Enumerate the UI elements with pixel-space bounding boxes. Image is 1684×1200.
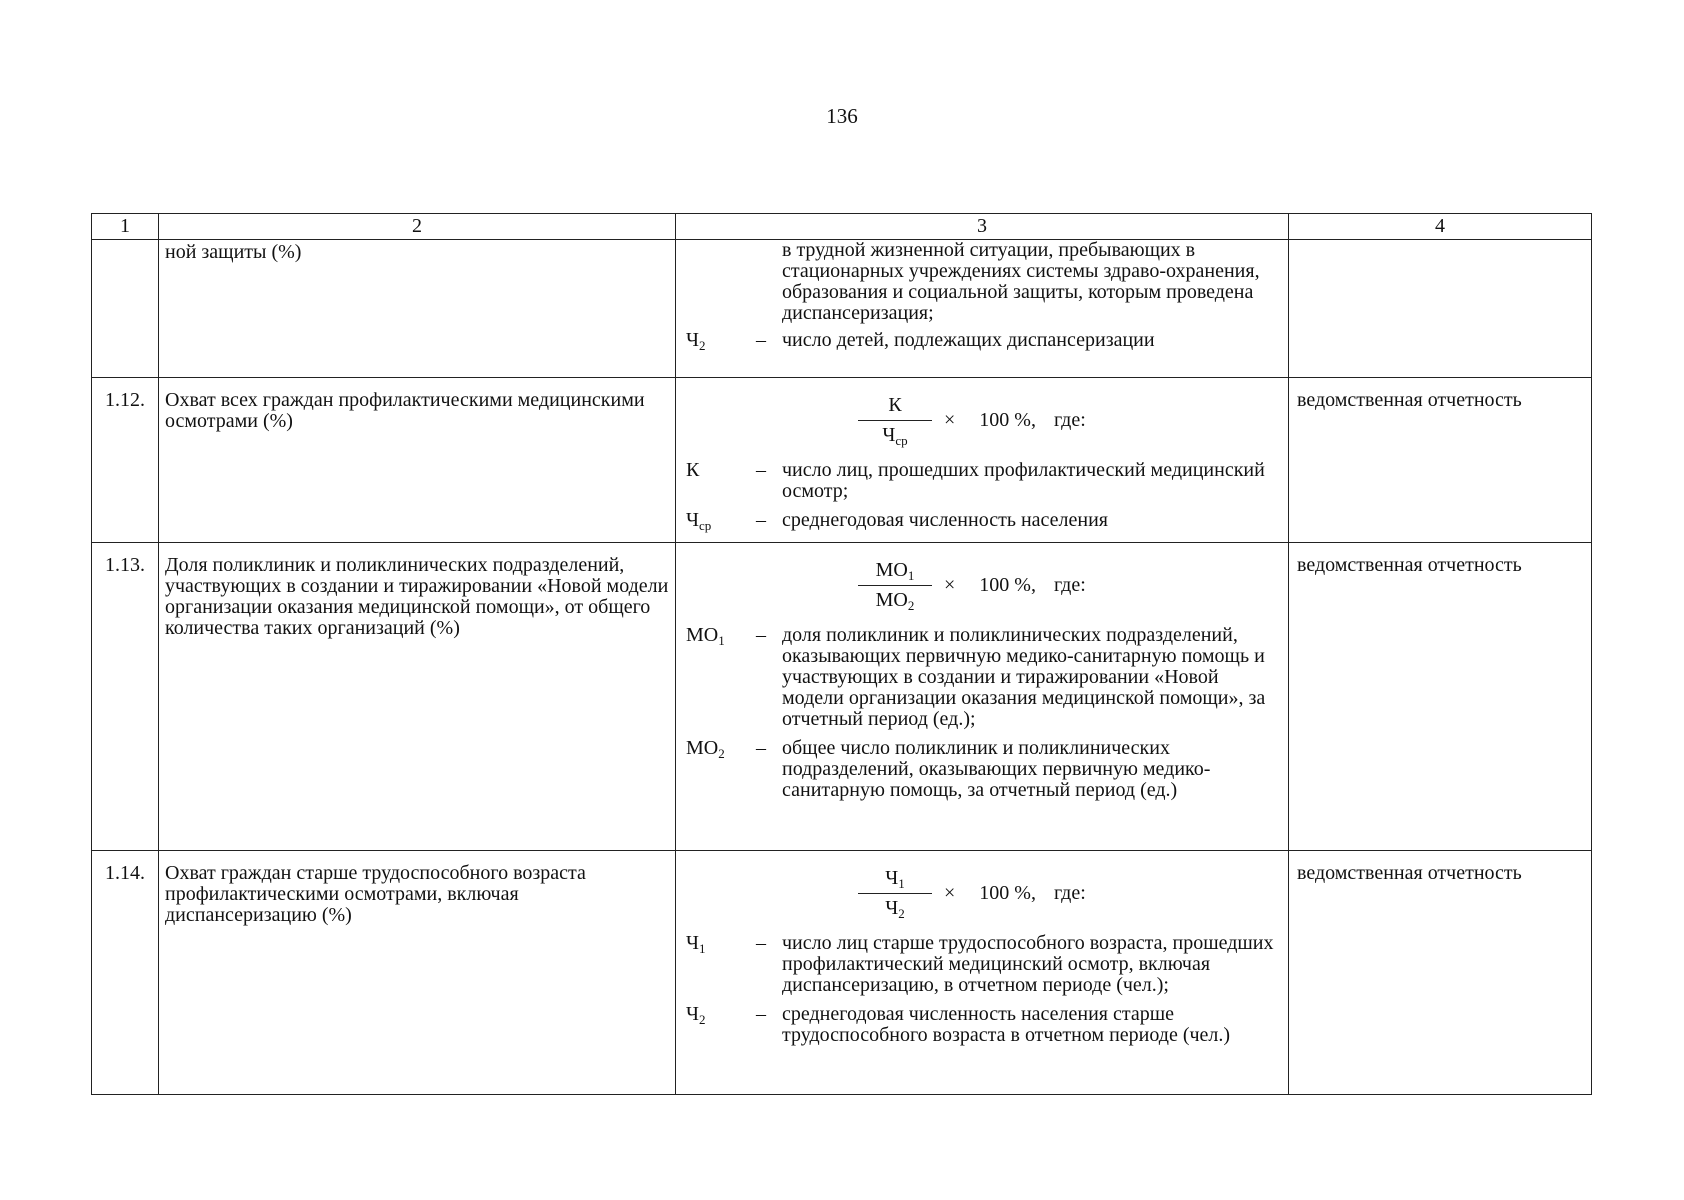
variable-definition [686,330,1280,351]
variable-definition [686,460,1280,502]
row-number: 1.13. [92,543,159,851]
header-col-4: 4 [1289,214,1592,240]
variable-definition [686,510,1280,531]
data-source: ведомственная отчетность [1289,851,1592,1095]
where-label: где: [1053,573,1086,596]
indicators-table [91,213,1592,1095]
data-source: ведомственная отчетность [1289,543,1592,851]
page-number: 136 [826,104,858,128]
variable-symbol: $Ч_2$ [686,329,706,353]
variable-definition [686,1004,1280,1046]
variable-definition [686,738,1280,801]
variable-description: среднегодовая численность населения старше трудоспособного возраста в отчетном периоде (чел.) [782,1003,1231,1046]
multiply-sign: × [944,573,956,596]
multiply-sign: × [944,881,956,904]
fraction-numerator: К [858,395,932,421]
fraction [858,868,932,919]
dash-separator: – [756,1003,766,1025]
variable-description: число лиц старше трудоспособного возраста, прошедших профилактический медицинский осмотр, включая диспансеризацию, в отчетном периоде (чел.); [782,932,1274,996]
variable-definition [686,933,1280,996]
data-source: ведомственная отчетность [1289,378,1592,543]
methodology-cell [676,543,1289,851]
methodology-cell [676,240,1289,378]
formula [686,861,1280,925]
fraction-denominator: $Ч_{ср}$ [882,423,908,448]
variable-description: среднегодовая численность населения [782,509,1108,531]
header-col-2: 2 [159,214,676,240]
fraction [858,560,932,611]
fraction-denominator: $МО_2$ [875,588,915,613]
row-number: 1.12. [92,378,159,543]
variable-symbol: $Ч_1$ [686,932,706,956]
methodology-cell [676,378,1289,543]
dash-separator: – [756,624,766,646]
variable-symbol: $МО_1$ [686,624,725,648]
indicator-name: Доля поликлиник и поликлинических подразделений, участвующих в создании и тиражировании «Новой модели организации оказания медицинской помощи», от общего количества таких организаций (%) [159,543,676,851]
row-number: 1.14. [92,851,159,1095]
percent-factor: 100 %, [979,573,1036,596]
indicator-name: Охват всех граждан профилактическими медицинскими осмотрами (%) [159,378,676,543]
fraction [858,395,932,446]
fraction-numerator: $Ч_1$ [858,868,932,894]
variable-symbol: $Ч_2$ [686,1003,706,1027]
variable-symbol: $Ч_{ср}$ [686,509,712,533]
methodology-cell [676,851,1289,1095]
fraction-numerator: $МО_1$ [858,560,932,586]
percent-factor: 100 %, [979,881,1036,904]
table-row [92,240,1592,378]
methodology-text: в трудной жизненной ситуации, пребывающих в стационарных учреждениях системы здраво-охранения, образования и социальной защиты, которым проведена диспансеризация; [782,239,1260,324]
dash-separator: – [756,737,766,759]
dash-separator: – [756,329,766,351]
variable-definition [686,625,1280,730]
indicator-name: Охват граждан старше трудоспособного возраста профилактическими осмотрами, включая диспансеризацию (%) [159,851,676,1095]
variable-description: число лиц, прошедших профилактический медицинский осмотр; [782,459,1265,502]
where-label: где: [1053,881,1086,904]
variable-description: доля поликлиник и поликлинических подразделений, оказывающих первичную медико-санитарную помощь и участвующих в создании и тиражировании «Новой модели организации оказания медицинской помощи», за отчетный период (ед.); [782,624,1266,730]
table-row [92,851,1592,1095]
variable-description: число детей, подлежащих диспансеризации [782,329,1155,351]
table-header-row [92,214,1592,240]
data-source [1289,240,1592,378]
fraction-denominator: $Ч_2$ [885,896,905,921]
header-col-1: 1 [92,214,159,240]
dash-separator: – [756,932,766,954]
dash-separator: – [756,459,766,481]
variable-symbol: К [686,459,700,481]
row-number [92,240,159,378]
formula [686,388,1280,452]
indicator-name: ной защиты (%) [159,240,676,378]
header-col-3: 3 [676,214,1289,240]
multiply-sign: × [944,408,956,431]
variable-symbol: $МО_2$ [686,737,725,761]
percent-factor: 100 %, [979,408,1036,431]
formula [686,553,1280,617]
table-row [92,543,1592,851]
where-label: где: [1053,408,1086,431]
table-row [92,378,1592,543]
variable-description: общее число поликлиник и поликлинических подразделений, оказывающих первичную медико-санитарную помощь, за отчетный период (ед.) [782,737,1211,801]
dash-separator: – [756,509,766,531]
